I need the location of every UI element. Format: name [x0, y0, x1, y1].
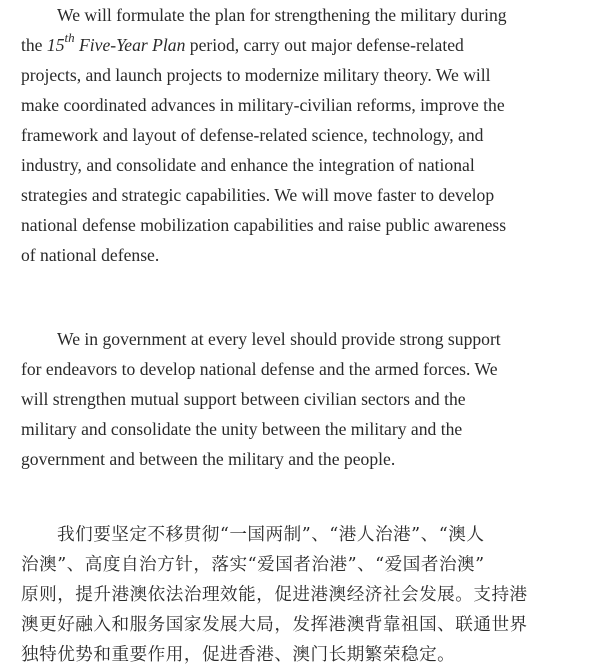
text-line: of national defense.	[21, 245, 160, 265]
text-line: We in government at every level should provide strong support	[57, 329, 501, 349]
text-line: 治澳”、高度自治方针，落实“爱国者治港”、“爱国者治澳”	[21, 555, 485, 575]
text-line: will strengthen mutual support between civilian sectors and the	[21, 389, 466, 409]
text-line: 独特优势和重要作用，促进香港、澳门长期繁荣稳定。	[21, 645, 456, 665]
text-span: period, carry out major defense-related	[185, 35, 464, 55]
text-line: industry, and consolidate and enhance the integration of national	[21, 155, 475, 175]
text-line: framework and layout of defense-related science, technology, and	[21, 125, 484, 145]
text-line: government and between the military and the people.	[21, 449, 396, 469]
text-span: the	[21, 35, 47, 55]
text-line: 我们要坚定不移贯彻“一国两制”、“港人治港”、“澳人	[57, 525, 485, 545]
plan-number: 15	[46, 35, 65, 55]
paragraph-chinese-text	[21, 520, 581, 670]
text-line: military and consolidate the unity between the military and the	[21, 419, 463, 439]
text-line: 澳更好融入和服务国家发展大局，发挥港澳背靠祖国、联通世界	[21, 615, 528, 635]
text-line: national defense mobilization capabilities and raise public awareness	[21, 215, 507, 235]
ordinal-suffix: th	[64, 30, 75, 46]
text-line	[21, 30, 581, 60]
text-line: strategies and strategic capabilities. We will move faster to develop	[21, 185, 495, 205]
text-line: We will formulate the plan for strengthening the military during	[57, 5, 507, 25]
paragraph-government-support	[21, 324, 581, 474]
text-line: 原则，提升港澳依法治理效能，促进港澳经济社会发展。支持港	[21, 585, 528, 605]
text-line: for endeavors to develop national defense and the armed forces. We	[21, 359, 498, 379]
paragraph-military-plan	[21, 0, 581, 270]
plan-name: Five-Year Plan	[74, 35, 186, 55]
text-line: make coordinated advances in military-civilian reforms, improve the	[21, 95, 505, 115]
text-line: projects, and launch projects to modernize military theory. We will	[21, 65, 491, 85]
